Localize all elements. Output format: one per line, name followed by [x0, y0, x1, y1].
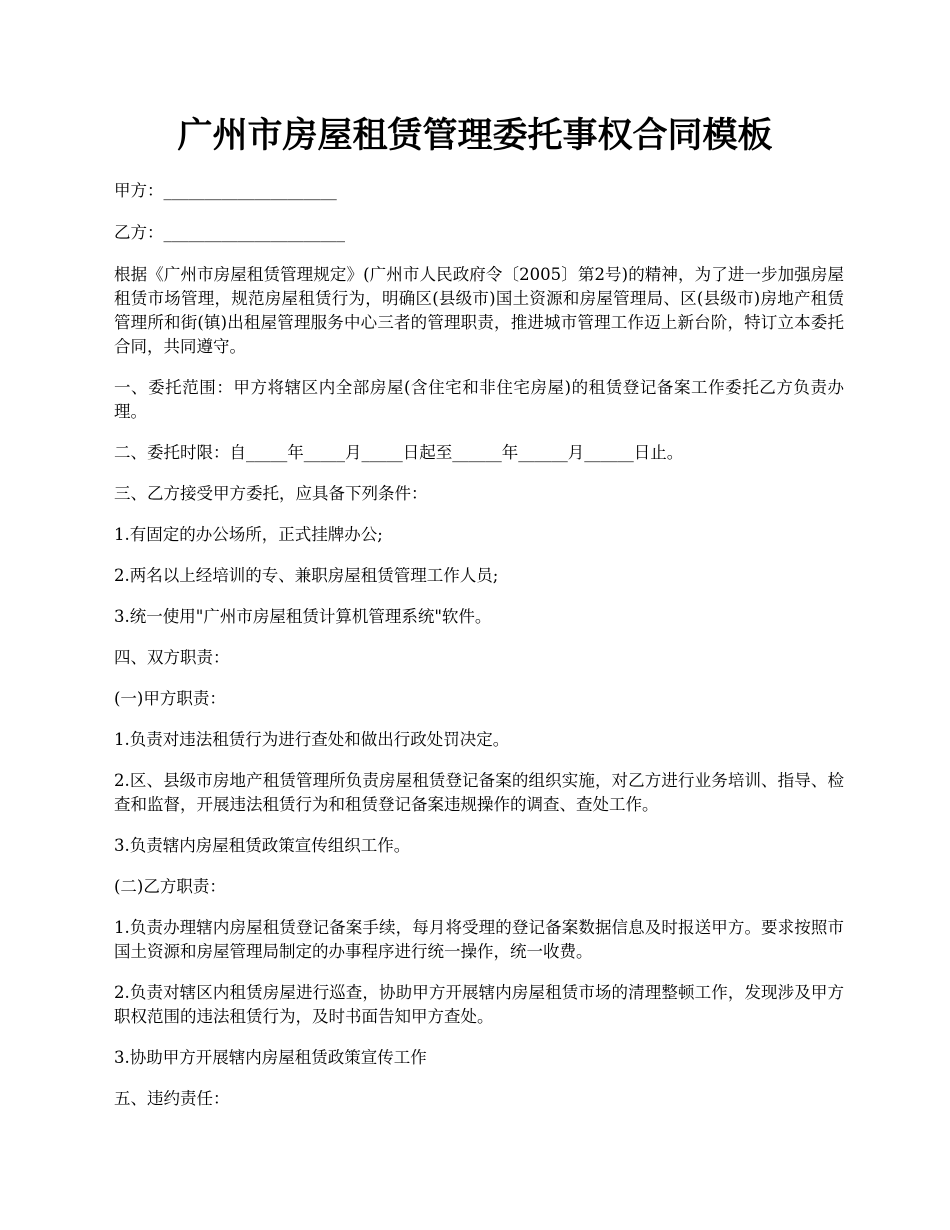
party-b-duty-1: 1.负责办理辖内房屋租赁登记备案手续，每月将受理的登记备案数据信息及时报送甲方。要求按照市国土资源和房屋管理局制定的办事程序进行统一操作，统一收费。 — [114, 918, 844, 961]
party-b-duties-heading: (二)乙方职责： — [114, 877, 226, 896]
document-body — [114, 179, 844, 1128]
section-5-heading: 五、违约责任： — [114, 1089, 230, 1108]
section-3-heading: 三、乙方接受甲方委托，应具备下列条件： — [114, 484, 428, 503]
section-2-term: 二、委托时限：自_____年_____月_____日起至______年______月______日止。 — [114, 443, 684, 462]
party-a-line: 甲方：_____________________ — [114, 181, 337, 200]
party-b-duty-2: 2.负责对辖区内租赁房屋进行巡查，协助甲方开展辖内房屋租赁市场的清理整顿工作，发现涉及甲方职权范围的违法租赁行为，及时书面告知甲方查处。 — [114, 983, 844, 1026]
condition-item-2: 2.两名以上经培训的专、兼职房屋租赁管理工作人员; — [114, 566, 499, 585]
party-a-duty-1: 1.负责对违法租赁行为进行查处和做出行政处罚决定。 — [114, 730, 510, 749]
preamble-paragraph: 根据《广州市房屋租赁管理规定》(广州市人民政府令〔2005〕第2号)的精神，为了进一步加强房屋租赁市场管理，规范房屋租赁行为，明确区(县级市)国土资源和房屋管理局、区(县级市)房地产租赁管理所和街(镇)出租屋管理服务中心三者的管理职责，推进城市管理工作迈上新台阶，特订立本委托合同，共同遵守。 — [114, 265, 844, 356]
section-1-scope: 一、委托范围：甲方将辖区内全部房屋(含住宅和非住宅房屋)的租赁登记备案工作委托乙方负责办理。 — [114, 378, 844, 421]
document-title: 广州市房屋租赁管理委托事权合同模板 — [177, 115, 773, 156]
party-a-duty-2: 2.区、县级市房地产租赁管理所负责房屋租赁登记备案的组织实施，对乙方进行业务培训、指导、检查和监督，开展违法租赁行为和租赁登记备案违规操作的调查、查处工作。 — [114, 771, 844, 814]
party-a-duties-heading: (一)甲方职责： — [114, 689, 226, 708]
condition-item-3: 3.统一使用"广州市房屋租赁计算机管理系统"软件。 — [114, 607, 492, 626]
condition-item-1: 1.有固定的办公场所，正式挂牌办公; — [114, 525, 383, 544]
party-b-duty-3: 3.协助甲方开展辖内房屋租赁政策宣传工作 — [114, 1048, 427, 1067]
party-a-duty-3: 3.负责辖内房屋租赁政策宣传组织工作。 — [114, 836, 411, 855]
party-b-line: 乙方：______________________ — [114, 223, 345, 242]
section-4-heading: 四、双方职责： — [114, 648, 230, 667]
